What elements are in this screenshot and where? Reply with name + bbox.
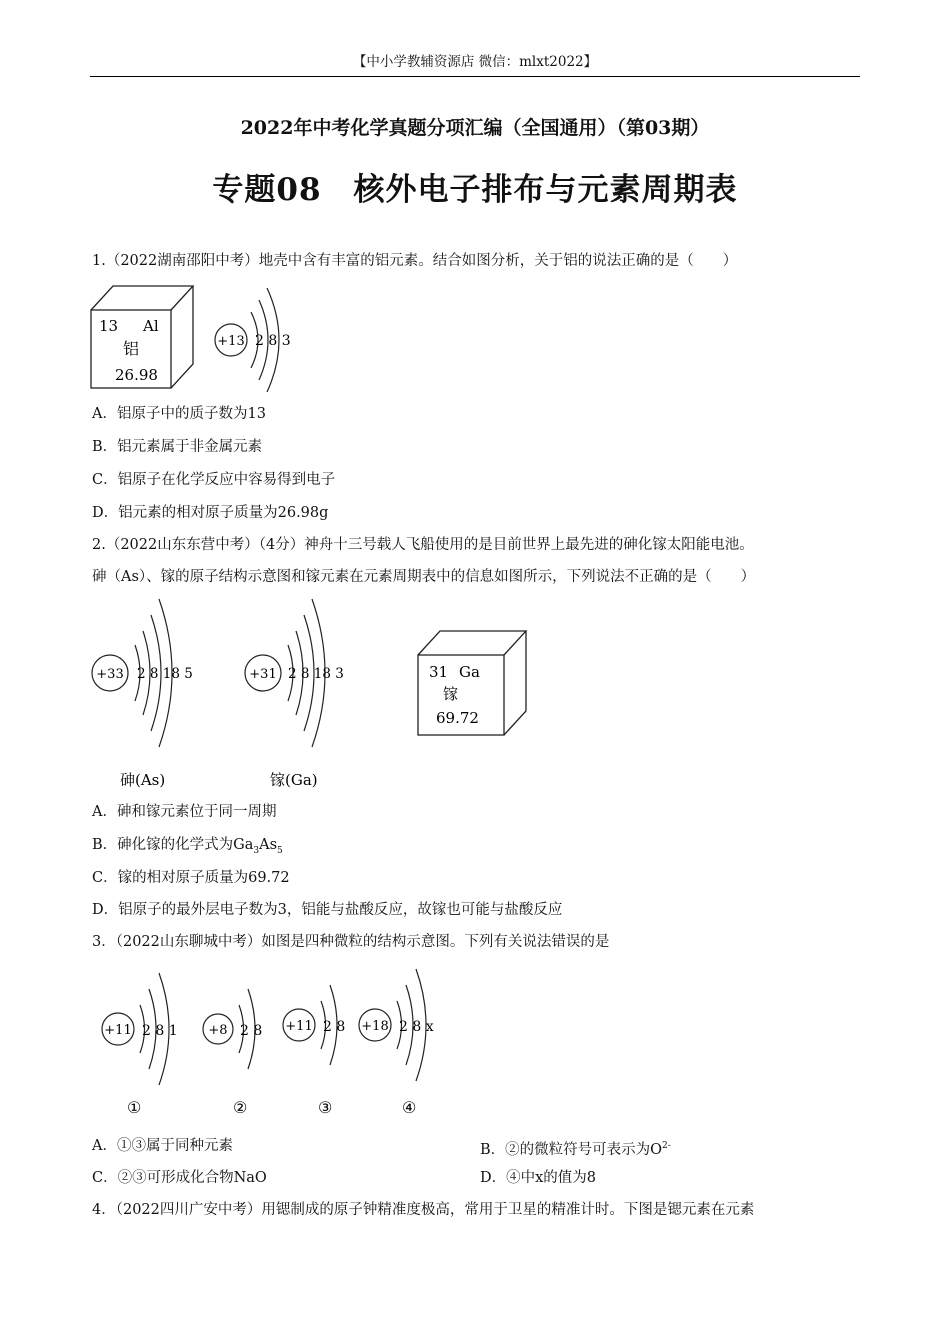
q3-p1-label: ① xyxy=(127,1098,142,1117)
q1-option-d[interactable]: D．铝元素的相对原子质量为26.98g xyxy=(92,505,329,521)
q2-ga-nucleus: +31 xyxy=(249,667,277,682)
q2-as-nucleus: +33 xyxy=(96,667,124,682)
q2-stem-line1: 2.（2022山东东营中考）（4分）神舟十三号载人飞船使用的是目前世界上最先进的砷化镓太阳能电池。 xyxy=(92,537,754,553)
q1-option-a[interactable]: A．铝原子中的质子数为13 xyxy=(92,406,266,422)
q3-p4-nucleus: +18 xyxy=(361,1019,389,1034)
q2-option-b[interactable]: B．砷化镓的化学式为$Ga_3As_5$ xyxy=(92,837,283,856)
q2-ga-shells: 2 8 18 3 xyxy=(288,666,344,682)
q1-option-b[interactable]: B．铝元素属于非金属元素 xyxy=(92,439,263,455)
q3-p1-shells: 2 8 1 xyxy=(142,1023,178,1039)
q3-p2-shells: 2 8 xyxy=(240,1023,263,1039)
q2-option-a[interactable]: A．砷和镓元素位于同一周期 xyxy=(92,804,277,820)
q2-option-d[interactable]: D．铝原子的最外层电子数为3，铝能与盐酸反应，故镓也可能与盐酸反应 xyxy=(92,902,563,918)
q1-element-name: 铝 xyxy=(123,339,140,358)
q1-element-symbol: Al xyxy=(143,317,159,335)
q3-p2-nucleus: +8 xyxy=(208,1023,228,1038)
q3-p4-label: ④ xyxy=(402,1098,417,1117)
q3-option-d[interactable]: D．④中x的值为8 xyxy=(480,1170,597,1186)
page-header: 【中小学教辅资源店 微信：mlxt2022】 xyxy=(90,48,860,77)
q3-option-c[interactable]: C．②③可形成化合物NaO xyxy=(92,1170,267,1186)
q1-nucleus-label: +13 xyxy=(217,334,245,349)
q3-p2-label: ② xyxy=(233,1098,248,1117)
q2-ga-label: 镓(Ga) xyxy=(270,771,318,789)
q2-stem-line2: 砷（As）、镓的原子结构示意图和镓元素在元素周期表中的信息如图所示，下列说法不正确的是（ ） xyxy=(92,569,756,585)
q1-figure xyxy=(85,280,315,395)
q2-ga-number: 31 xyxy=(429,663,449,681)
q3-option-b[interactable]: B．②的微粒符号可表示为$O^{2-}$ xyxy=(480,1141,671,1158)
q3-stem: 3．（2022山东聊城中考）如图是四种微粒的结构示意图。下列有关说法错误的是 xyxy=(92,934,610,950)
title-line-2: 专题08 核外电子排布与元素周期表 xyxy=(212,172,738,208)
q3-option-a[interactable]: A．①③属于同种元素 xyxy=(92,1138,233,1154)
q3-p3-label: ③ xyxy=(318,1098,333,1117)
q2-ga-name: 镓 xyxy=(443,685,459,703)
q2-as-shells: 2 8 18 5 xyxy=(137,666,193,682)
q1-atomic-number: 13 xyxy=(99,317,119,335)
q1-shell-electrons: 2 8 3 xyxy=(255,333,291,349)
q3-figure xyxy=(85,965,465,1120)
q3-p3-shells: 2 8 xyxy=(323,1019,346,1035)
q3-p4-shells: 2 8 x xyxy=(399,1019,434,1035)
q2-option-c[interactable]: C．镓的相对原子质量为69.72 xyxy=(92,870,290,886)
q2-figure xyxy=(85,595,545,795)
q2-as-label: 砷(As) xyxy=(120,771,166,789)
title-line-1: 2022年中考化学真题分项汇编（全国通用）（第03期） xyxy=(240,117,710,139)
q3-p3-nucleus: +11 xyxy=(285,1019,313,1034)
q1-option-c[interactable]: C．铝原子在化学反应中容易得到电子 xyxy=(92,472,336,488)
q3-p1-nucleus: +11 xyxy=(104,1023,132,1038)
q1-stem: 1.（2022湖南邵阳中考）地壳中含有丰富的铝元素。结合如图分析，关于铝的说法正确的是（ ） xyxy=(92,253,738,269)
q2-ga-mass: 69.72 xyxy=(436,709,479,727)
q2-ga-symbol: Ga xyxy=(459,663,480,681)
q4-stem: 4．（2022四川广安中考）用锶制成的原子钟精准度极高，常用于卫星的精准计时。下图是锶元素在元素 xyxy=(92,1202,755,1218)
q1-atomic-mass: 26.98 xyxy=(115,366,158,384)
